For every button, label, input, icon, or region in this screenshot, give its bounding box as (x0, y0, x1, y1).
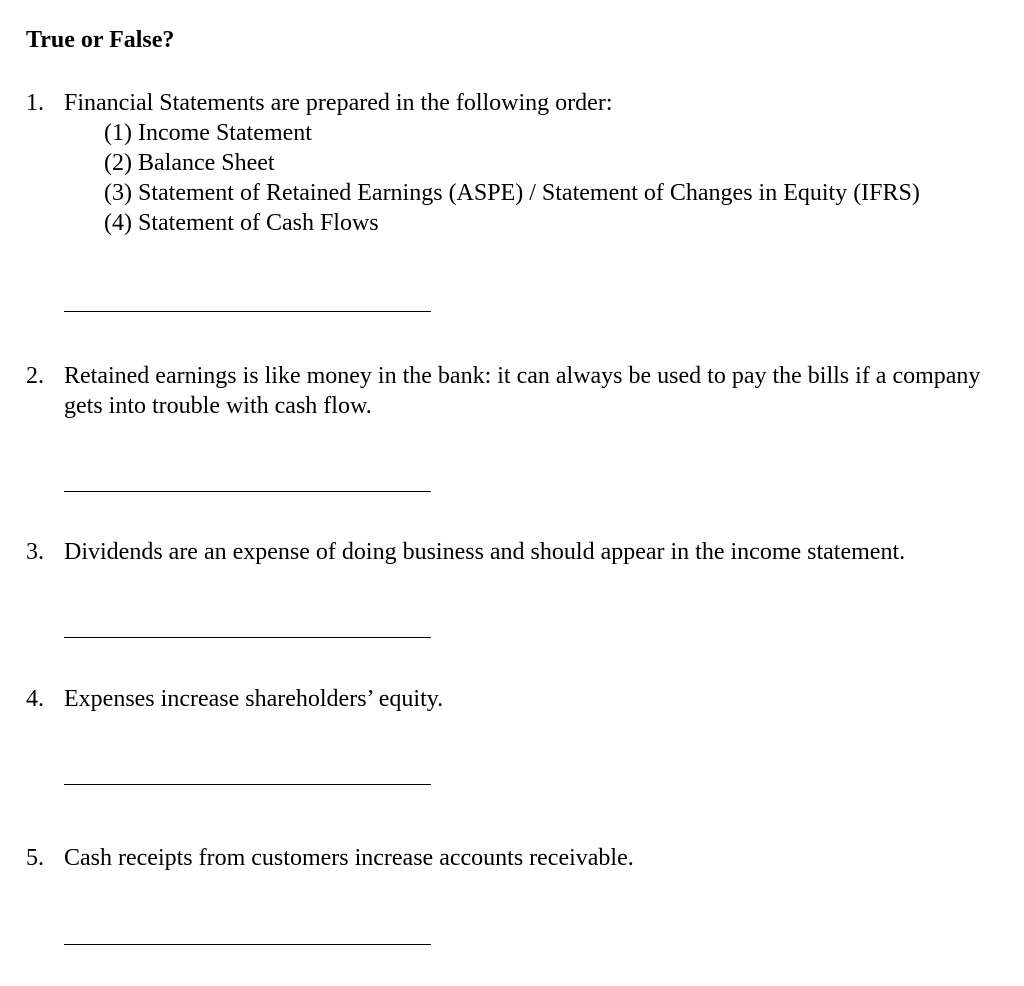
subitem-1: (1) Income Statement (104, 120, 312, 146)
answer-line-3[interactable] (64, 637, 431, 638)
question-number: 4. (26, 686, 44, 712)
question-number: 3. (26, 539, 44, 565)
question-number: 1. (26, 90, 44, 116)
answer-line-2[interactable] (64, 491, 431, 492)
subitem-4: (4) Statement of Cash Flows (104, 210, 379, 236)
question-1-subitems (104, 118, 920, 238)
question-number: 5. (26, 845, 44, 871)
question-text: Cash receipts from customers increase accounts receivable. (64, 845, 634, 871)
subitem-2: (2) Balance Sheet (104, 150, 275, 176)
answer-line-4[interactable] (64, 784, 431, 785)
answer-line-1[interactable] (64, 311, 431, 312)
question-number: 2. (26, 363, 44, 389)
question-text: Financial Statements are prepared in the following order: (64, 90, 613, 116)
question-text: Expenses increase shareholders’ equity. (64, 686, 444, 712)
subitem-3: (3) Statement of Retained Earnings (ASPE) / Statement of Changes in Equity (IFRS) (104, 180, 920, 206)
page-title: True or False? (26, 27, 175, 53)
answer-line-5[interactable] (64, 944, 431, 945)
question-text: Dividends are an expense of doing business and should appear in the income statement. (64, 539, 906, 565)
question-text: Retained earnings is like money in the bank: it can always be used to pay the bills if a company gets into trouble with cash flow. (64, 363, 981, 419)
